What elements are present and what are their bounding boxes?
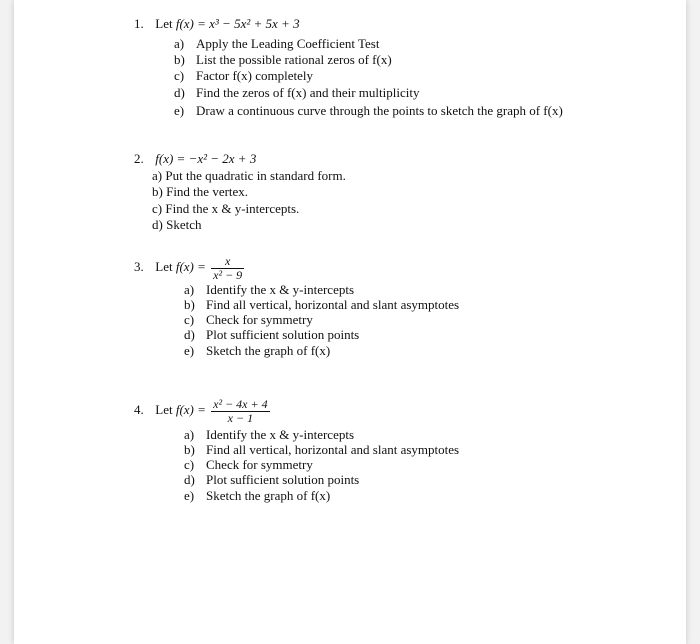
problem-intro: Let bbox=[155, 16, 173, 31]
problem-number: 4. bbox=[134, 402, 144, 417]
numerator: x² − 4x + 4 bbox=[213, 396, 268, 411]
problem-4-part-a bbox=[184, 427, 354, 443]
part-text: Check for symmetry bbox=[206, 312, 313, 327]
problem-2-part-d bbox=[152, 217, 201, 233]
part-text: Plot sufficient solution points bbox=[206, 327, 360, 342]
problem-intro: Let bbox=[155, 259, 173, 274]
problem-3-part-a bbox=[184, 282, 354, 298]
denominator: x − 1 bbox=[227, 410, 254, 425]
part-text: Find all vertical, horizontal and slant asymptotes bbox=[206, 442, 460, 457]
problem-1-header bbox=[134, 16, 300, 32]
numerator: x bbox=[211, 255, 244, 269]
problem-1-part-b bbox=[174, 52, 392, 68]
problem-function-lhs: f(x) = bbox=[175, 402, 206, 417]
part-label: e) bbox=[184, 343, 195, 358]
part-text: Sketch bbox=[166, 217, 202, 232]
problem-1-part-a bbox=[174, 36, 379, 52]
part-label: a) bbox=[184, 282, 195, 297]
part-label: e) bbox=[184, 488, 195, 503]
part-label: b) bbox=[184, 297, 195, 312]
fraction bbox=[211, 398, 269, 425]
part-text: Find all vertical, horizontal and slant asymptotes bbox=[206, 297, 460, 312]
part-text: Draw a continuous curve through the points to sketch the graph of f(x) bbox=[196, 103, 563, 118]
part-label: c) bbox=[152, 201, 163, 216]
problem-intro: Let bbox=[155, 402, 173, 417]
problem-4-part-d bbox=[184, 472, 359, 488]
problem-function: f(x) = −x² − 2x + 3 bbox=[155, 151, 257, 166]
part-label: b) bbox=[174, 52, 185, 67]
part-label: b) bbox=[184, 442, 195, 457]
part-text: Apply the Leading Coefficient Test bbox=[196, 36, 380, 51]
problem-3-header bbox=[134, 252, 246, 282]
problem-1-part-d bbox=[174, 85, 419, 101]
part-label: c) bbox=[184, 457, 195, 472]
part-text: Put the quadratic in standard form. bbox=[165, 168, 346, 183]
part-label: a) bbox=[174, 36, 185, 51]
part-text: Sketch the graph of f(x) bbox=[206, 488, 331, 503]
part-label: a) bbox=[184, 427, 195, 442]
part-label: c) bbox=[184, 312, 195, 327]
part-label: d) bbox=[184, 327, 195, 342]
part-text: Find the zeros of f(x) and their multiplicity bbox=[196, 85, 420, 100]
part-text: Find the x & y-intercepts. bbox=[165, 201, 300, 216]
part-label: e) bbox=[174, 103, 185, 118]
part-text: Plot sufficient solution points bbox=[206, 472, 360, 487]
problem-4-part-e bbox=[184, 488, 330, 504]
problem-3-part-b bbox=[184, 297, 459, 313]
problem-2-part-b bbox=[152, 184, 248, 200]
problem-2-header bbox=[134, 151, 256, 167]
part-text: Check for symmetry bbox=[206, 457, 313, 472]
part-label: b) bbox=[152, 184, 163, 199]
problem-2-part-a bbox=[152, 168, 346, 184]
part-label: c) bbox=[174, 68, 185, 83]
problem-number: 2. bbox=[134, 151, 144, 166]
part-text: Find the vertex. bbox=[166, 184, 249, 199]
part-label: a) bbox=[152, 168, 163, 183]
problem-4-header bbox=[134, 395, 272, 425]
problem-number: 3. bbox=[134, 259, 144, 274]
part-label: d) bbox=[184, 472, 195, 487]
problem-2-part-c bbox=[152, 201, 299, 217]
part-text: Identify the x & y-intercepts bbox=[206, 427, 355, 442]
problem-3-part-d bbox=[184, 327, 359, 343]
part-label: d) bbox=[174, 85, 185, 100]
denominator: x² − 9 bbox=[213, 267, 243, 282]
problem-3-part-e bbox=[184, 343, 330, 359]
fraction bbox=[211, 255, 244, 282]
problem-4-part-c bbox=[184, 457, 313, 473]
problem-3-part-c bbox=[184, 312, 313, 328]
problem-function-lhs: f(x) = bbox=[175, 259, 206, 274]
part-text: Factor f(x) completely bbox=[196, 68, 313, 83]
part-text: Identify the x & y-intercepts bbox=[206, 282, 355, 297]
problem-number: 1. bbox=[134, 16, 144, 31]
document-page bbox=[14, 0, 686, 644]
problem-1-part-c bbox=[174, 68, 313, 84]
part-label: d) bbox=[152, 217, 163, 232]
part-text: Sketch the graph of f(x) bbox=[206, 343, 331, 358]
part-text: List the possible rational zeros of f(x) bbox=[196, 52, 392, 67]
problem-function: f(x) = x³ − 5x² + 5x + 3 bbox=[175, 16, 300, 31]
problem-1-part-e bbox=[174, 103, 563, 119]
problem-4-part-b bbox=[184, 442, 459, 458]
